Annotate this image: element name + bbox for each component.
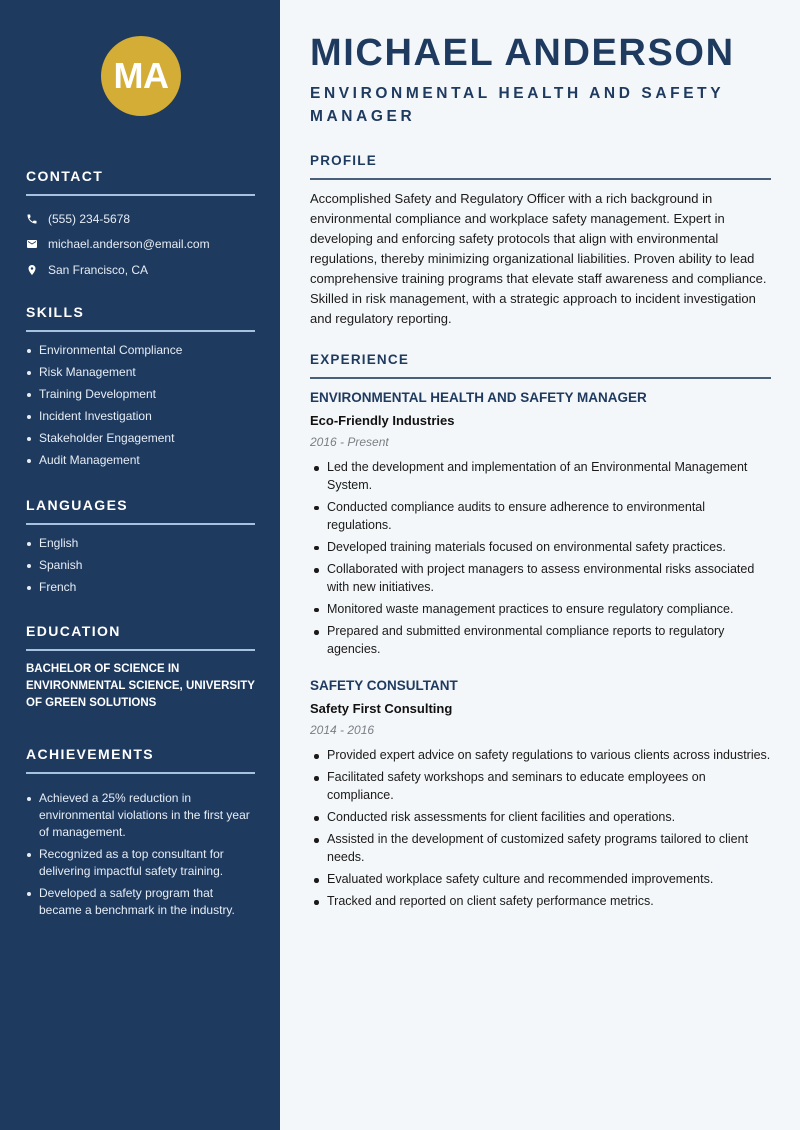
location-icon [26,264,38,276]
job-dates: 2016 - Present [310,435,389,449]
job-dates: 2014 - 2016 [310,723,375,737]
candidate-name: MICHAEL ANDERSON [310,32,735,74]
job-title: ENVIRONMENTAL HEALTH AND SAFETY MANAGER [310,390,647,405]
contact-email [26,232,255,258]
job-bullet: Evaluated workplace safety culture and recommended improvements. [310,871,771,889]
skill-item: Incident Investigation [26,408,255,425]
sidebar [0,0,280,1130]
section-divider [26,330,255,332]
skills-list [26,342,255,469]
skill-item: Risk Management [26,364,255,381]
section-divider [26,649,255,651]
job-bullet: Conducted risk assessments for client facilities and operations. [310,809,771,827]
phone-number: (555) 234-5678 [48,211,131,226]
candidate-title: ENVIRONMENTAL HEALTH AND SAFETY MANAGER [310,85,724,125]
section-divider [26,194,255,196]
language-item: Spanish [26,557,255,574]
degree: BACHELOR OF SCIENCE IN ENVIRONMENTAL SCIENCE, UNIVERSITY OF GREEN SOLUTIONS [26,663,255,709]
job-bullet: Conducted compliance audits to ensure adherence to environmental regulations. [310,499,771,534]
profile-heading: PROFILE [310,153,377,168]
job-bullet: Provided expert advice on safety regulations to various clients across industries. [310,747,771,765]
contact-heading: CONTACT [26,168,104,184]
language-item: French [26,579,255,596]
section-divider [310,377,771,379]
skill-item: Audit Management [26,452,255,469]
language-item: English [26,535,255,552]
job-title: SAFETY CONSULTANT [310,678,458,693]
avatar-initials: MA [113,55,169,96]
languages-section [26,497,255,601]
contact-location [26,257,255,283]
experience-section [310,351,771,379]
contact-phone [26,206,255,232]
job-entry [310,389,771,663]
section-divider [310,178,771,180]
achievements-list [26,790,255,919]
contact-list [26,206,255,283]
job-bullet: Collaborated with project managers to assess environmental risks associated with new initiatives. [310,561,771,596]
section-divider [26,523,255,525]
profile-section [310,152,771,329]
job-bullet: Facilitated safety workshops and seminars to educate employees on compliance. [310,769,771,804]
experience-heading: EXPERIENCE [310,352,410,367]
job-bullet: Tracked and reported on client safety performance metrics. [310,893,771,911]
phone-icon [26,213,38,225]
job-bullets [310,747,771,911]
achievement-item: Achieved a 25% reduction in environmental violations in the first year of management. [26,790,255,841]
job-bullet: Assisted in the development of customized safety programs tailored to client needs. [310,831,771,866]
job-bullets [310,459,771,659]
skills-section [26,304,255,474]
job-bullet: Prepared and submitted environmental compliance reports to regulatory agencies. [310,623,771,658]
job-entry [310,677,771,916]
company-name: Safety First Consulting [310,701,453,716]
education-section [26,623,255,712]
company-name: Eco-Friendly Industries [310,413,455,428]
achievement-item: Developed a safety program that became a benchmark in the industry. [26,885,255,919]
profile-summary: Accomplished Safety and Regulatory Officer with a rich background in environmental compliance and workplace safety management. Expert in developing and enforcing safety protocols that align with environmental regulations, thereby minimizing organizational liabilities. Proven ability to lead comprehensive training programs that elevate staff awareness and compliance. Skilled in risk management, with a strategic approach to incident investigation and regulatory reporting. [310,190,767,327]
email-address: michael.anderson@email.com [48,237,210,252]
languages-list [26,535,255,596]
achievements-heading: ACHIEVEMENTS [26,746,155,762]
job-bullet: Led the development and implementation of an Environmental Management System. [310,459,771,494]
achievements-section [26,746,255,924]
skill-item: Training Development [26,386,255,403]
location-text: San Francisco, CA [48,262,149,277]
skill-item: Stakeholder Engagement [26,430,255,447]
languages-heading: LANGUAGES [26,497,129,513]
achievement-item: Recognized as a top consultant for delivering impactful safety training. [26,846,255,880]
job-bullet: Developed training materials focused on environmental safety practices. [310,539,771,557]
job-bullet: Monitored waste management practices to ensure regulatory compliance. [310,601,771,619]
contact-section [26,168,255,283]
education-heading: EDUCATION [26,623,121,639]
skills-heading: SKILLS [26,304,85,320]
email-icon [26,238,38,250]
avatar [101,36,181,116]
skill-item: Environmental Compliance [26,342,255,359]
section-divider [26,772,255,774]
